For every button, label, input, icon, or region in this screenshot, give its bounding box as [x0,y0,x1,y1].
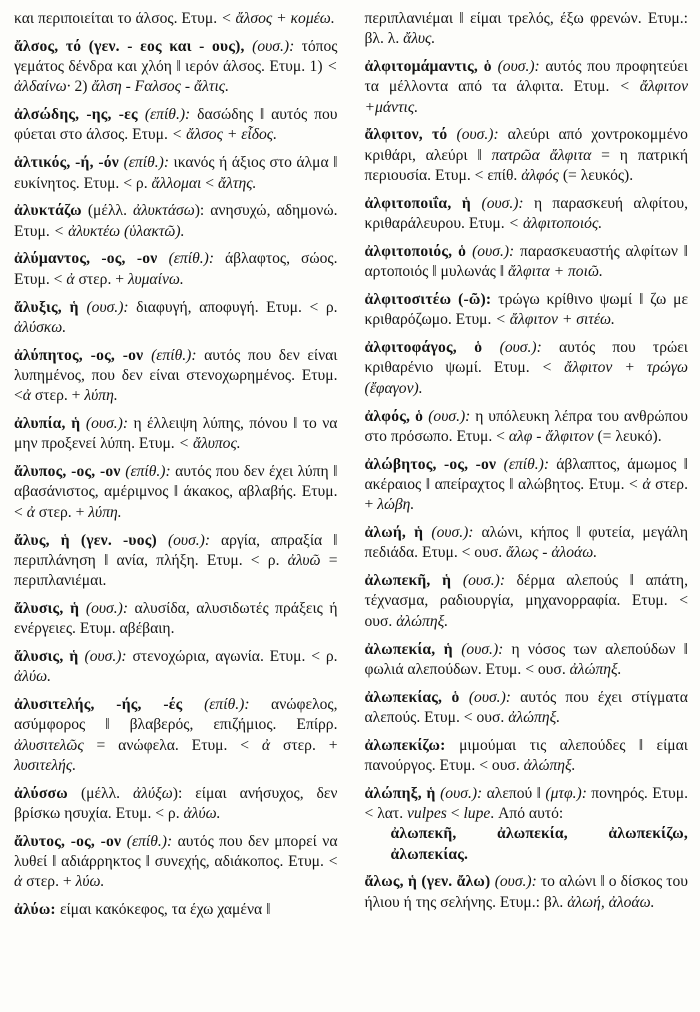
body-text: και περιποιείται το άλσος. Ετυμ. [14,10,222,27]
italic-text: ἀλυκτάσω [132,202,195,220]
italic-text: (επίθ.): [125,463,176,481]
dictionary-entry [14,105,338,146]
italic-text: < ἄλυπος. [178,435,241,453]
body-text: < [201,174,218,192]
dictionary-entry [14,201,338,242]
headword: ἀλφιτοποιός, ὁ [364,242,473,260]
italic-text: ἀλύω. [183,805,221,823]
headword: ἀλσώδης, -ης, -ες [14,106,145,124]
italic-text: λύπη. [88,503,122,521]
italic-text: (ουσ.): [84,648,133,666]
italic-text: λύω. [75,873,105,891]
dictionary-entry [365,242,689,283]
italic-text: (επίθ.): [503,455,557,473]
italic-text: < ἄλσος + εἶδος. [171,126,277,144]
entry-continuation [365,9,689,50]
italic-text: < ἄλφιτον + σιτέω. [495,311,615,329]
body-text: στερ. + [364,475,688,514]
italic-text: ἀλύξω [133,784,173,802]
italic-text: (επίθ.): [151,346,205,364]
body-text: η νόσος των αλεπούδων ‖ φωλιά αλεπούδων. Ετυμ. < ουσ. [364,640,688,678]
italic-text: (επίθ.): [126,832,178,850]
italic-text: (ουσ.): [85,599,135,617]
italic-text: ἀ [26,503,35,521]
dictionary-entry [365,688,689,729]
italic-text: ἀλωή, ἀλοάω. [567,893,655,911]
body-text: (μέλλ. [87,202,133,220]
body-text: στερ. + [34,503,89,521]
italic-text: ἄλφιτα + ποιῶ. [508,263,603,281]
body-text: αυτός που δεν έχει λύπη ‖ αβασάνιστος, αμέριμνος ‖ άκακος, αβλαβής. Ετυμ. < [14,463,338,521]
italic-text: < ἀλυκτέω (ὑλακτῶ). [53,222,185,240]
body-text: (= λευκό). [593,427,662,445]
headword: ἀλύμαντος, -ος, -ον [14,250,169,268]
body-text: = περιπλανιέμαι. [14,551,338,590]
headword: ἁλτικός, -ή, -όν [14,154,124,172]
body-text: άβλαφτος, σώος. Ετυμ. < [14,250,338,288]
dictionary-entry [14,599,338,640]
dictionary-entry [14,647,338,688]
headword: ἀλωή, ἡ [364,524,432,542]
italic-text: (ουσ.): [494,873,541,891]
body-text: στενοχώρια, αγωνία. Ετυμ. < ρ. [132,648,338,666]
italic-text: ἀλώπηξ. [523,757,576,774]
body-text: η παρασκευή αλφίτου, κριθαράλευρου. Ετυμ. [364,194,688,233]
italic-text: < ἀλδαίνω· [14,58,338,96]
body-text: ικανός ή άξιος στο άλμα ‖ ευκίνητος. Ετυμ. < ρ. [14,154,338,192]
headword: ἀλώβητος, -ος, -ον [364,455,504,473]
body-text: στερ. + [22,873,76,891]
body-text: (μέλλ. [80,784,133,802]
italic-text: ἀλώπηξ. [569,660,622,678]
italic-text: (μτφ.): [545,784,592,802]
italic-text: ἀ [22,387,31,405]
italic-text: ἀλυσιτελῶς [14,736,84,754]
body-text: αυτός που έχει στίγματα αλεπούς. Ετυμ. < ουσ. [364,688,688,726]
italic-text: αλφ - ἄλφιτον [508,427,594,445]
dictionary-entry [14,531,338,592]
italic-text: (ουσ.): [481,194,534,212]
italic-text: ἄλλομαι [151,174,202,192]
headword: ἀλωπεκία, ἡ [364,640,462,658]
body-text: = η πατρική περιουσία. Ετυμ. < επίθ. [364,146,688,185]
italic-text: (ουσ.): [461,640,512,658]
body-text: αλεύρι από χοντροκομμένο κριθάρι, αλεύρι ‖ [364,126,688,164]
dictionary-entry [365,872,689,913]
italic-text: ἀλυῶ [287,551,321,569]
italic-text: < ἄλσος + κομέω. [221,10,335,27]
headword: ἄλυτος, -ος, -ον [14,832,127,850]
headword: ἄλως, ἡ (γεν. ἄλω) [364,873,495,891]
body-text: παρασκευαστής αλφίτων ‖ αρτοποιός ‖ μυλωνάς ‖ [364,242,688,281]
dictionary-entry [14,832,338,893]
body-text: αυτός που δεν μπορεί να λυθεί ‖ αδιάρρηκτος ‖ συνεχής, αδιάκοπος. Ετυμ. < [14,832,338,871]
dictionary-entry [14,153,338,194]
bold-text: ἀλωπεκῆ, ἀλωπεκία, ἀλωπεκίζω, ἀλωπεκίας. [390,825,688,863]
italic-text: < ἄλφιτον + τρώγω (ἔφαγον). [364,359,688,397]
dictionary-entry [14,346,338,407]
headword: ἀλύπητος, -ος, -ον [14,346,152,364]
body-text: η υπόλευκη λέπρα του ανθρώπου στο πρόσωπο. Ετυμ. < [364,407,689,445]
headword: ἀλφιτοφάγος, ὁ [364,339,500,357]
headword: ἀλυπία, ἡ [14,415,86,433]
body-text: αλυσίδα, αλυσιδωτές πράξεις ή ενέργειες. Ετυμ. αβέβαιη. [14,599,338,638]
dictionary-entry [365,290,689,331]
italic-text: (ουσ.): [252,37,302,55]
dictionary-column-left [14,9,338,1006]
italic-text: ἀλύσκω. [14,318,67,336]
italic-text: (ουσ.): [462,572,517,590]
italic-text: ἀ [14,873,23,891]
dictionary-entry [365,194,689,235]
dictionary-entry [14,462,338,523]
italic-text: (ουσ.): [167,531,221,549]
headword: ἀλφός, ὁ [364,407,429,425]
body-text: 2) [74,78,92,96]
italic-text: (ουσ.): [85,415,134,433]
italic-text: (ουσ.): [497,58,546,76]
italic-text: (ουσ.): [86,298,137,316]
dictionary-entry [14,298,338,339]
body-text: (= λευκός). [558,167,634,185]
headword: ἄλφιτον, τό [364,126,457,144]
body-text: τόπος γεμάτος δένδρα και χλόη ‖ ιερόν άλσος. Ετυμ. 1) [14,37,338,76]
entry-continuation [14,9,338,29]
italic-text: ἀλφός [521,167,559,185]
body-text: αυτός που δεν είναι λυπημένος, που δεν είναι στενοχωρημένος. Ετυμ. < [14,346,338,405]
italic-text: < ἀλφιτοποιός. [508,215,603,233]
italic-text: (ουσ.): [468,688,521,706]
body-text: ): είμαι ανήσυχος, δεν βρίσκω ησυχία. Ετυμ. < ρ. [14,784,338,823]
italic-text: ἄλση - Fαλσος - ἄλτις. [91,78,230,96]
italic-text: ἀ [261,736,271,754]
dictionary-entry [365,571,689,632]
italic-text: (επίθ.): [123,154,174,172]
italic-text: (ουσ.): [431,524,482,542]
dictionary-entry [14,414,338,455]
italic-text: (επίθ.): [168,250,226,268]
headword: ἄλυσις, ἡ [14,648,85,666]
italic-text: lupe [463,805,491,823]
headword: ἄλσος, τό (γεν. - εος και - ους), [14,37,253,55]
italic-text: ἄλτης. [217,174,257,192]
italic-text: λυμαίνω. [127,270,184,288]
italic-text: vulpes [407,805,447,823]
headword: ἀλύω: [14,901,60,919]
italic-text: ἀλώπηξ. [508,708,561,726]
body-text: διαφυγή, αποφυγή. Ετυμ. < ρ. [136,298,338,316]
italic-text: πατρῶα ἄλφιτα [491,146,592,164]
dictionary-entry [14,900,338,920]
headword: ἀλυσιτελής, -ής, -ές [14,696,205,714]
body-text: αυτός που τρώει κριθαρένιο ψωμί. Ετυμ. [364,339,688,377]
body-text: < [446,805,464,823]
italic-text: ἀ [642,475,651,493]
italic-text: λώβη. [377,496,415,514]
body-text: το αλώνι ‖ ο δίσκος του ήλιου ή της σελήνης. Ετυμ.: βλ. [364,873,688,911]
body-text: δέρμα αλεπούς ‖ απάτη, τέχνασμα, ραδιουργία, μηχανορραφία. Ετυμ. < ουσ. [364,572,688,630]
headword: ἀλωπεκῆ, ἡ [364,572,463,590]
dictionary-entry [365,338,689,399]
headword: ἄλυσις, ἡ [14,599,86,617]
headword: ἀλυκτάζω [14,202,88,220]
dictionary-entry [365,125,689,186]
headword: ἄλυς, ἡ (γεν. -υος) [14,531,168,549]
dictionary-entry [365,640,689,681]
italic-text: ἄλυς. [403,30,436,48]
body-text: ανώφελος, ασύμφορος ‖ βλαβερός, επιζήμιος. Επίρρ. [14,696,338,734]
body-text: στερ. + [74,270,128,288]
body-text: η έλλειψη λύπης, πόνου ‖ το να μην προξενεί λύπη. Ετυμ. [14,415,338,453]
body-text: . Από αυτό: [490,805,564,823]
body-text: αυτός που προφητεύει τα μέλλοντα από τα άλφιτα. Ετυμ. [364,58,688,96]
dictionary-entry [365,407,689,448]
headword: ἀλωπεκίζω: [364,736,460,754]
body-text: τρώγω κρίθινο ψωμί ‖ ζω με κριθαρόζωμο. Ετυμ. [364,291,688,329]
headword: ἀλωπεκίας, ὁ [364,688,469,706]
italic-text: < ἄλφιτον +μάντις. [364,78,688,116]
body-text: ): ανησυχώ, αδημονώ. Ετυμ. [14,202,338,240]
italic-text: (ουσ.): [472,242,520,260]
dictionary-entry [14,784,338,825]
body-text: αργία, απραξία ‖ περιπλάνηση ‖ ανία, πλήξη. Ετυμ. < ρ. [14,531,338,569]
italic-text: ἀλύω. [14,668,52,686]
dictionary-entry [14,249,338,290]
italic-text: ἀλώπηξ. [396,612,449,630]
dictionary-entry [365,523,689,564]
dictionary-column-right [365,9,689,1006]
italic-text: (ουσ.): [440,784,487,802]
headword: ἀλφιτοποιΐα, ἡ [364,194,482,212]
dictionary-entry [365,57,689,118]
body-text: αλεπού ‖ [486,784,546,802]
body-text: άβλαπτος, άμωμος ‖ ακέραιος ‖ απείραχτος ‖ αλώβητος. Ετυμ. < [364,455,688,493]
italic-text: λύπη. [84,387,118,405]
dictionary-entry [365,455,689,516]
headword: ἀλώπηξ, ἡ [364,784,441,802]
headword: ἀλφιτομάμαντις, ὁ [364,58,498,76]
body-text: περιπλανιέμαι ‖ είμαι τρελός, έξω φρενών. Ετυμ.: βλ. λ. [364,10,688,48]
body-text: είμαι κακόκεφος, τα έχω χαμένα ‖ [59,901,271,919]
italic-text: (ουσ.): [456,126,508,144]
body-text: στερ. + [270,736,338,754]
dictionary-entry [14,37,338,98]
dictionary-entry [14,695,338,776]
body-text: στερ. + [30,387,85,405]
headword: ἄλυπος, -ος, -ον [14,463,126,481]
italic-text: (ουσ.): [428,407,476,425]
body-text: πονηρός. Ετυμ. < λατ. [364,784,688,823]
headword: ἀλφιτοσιτέω (-ῶ): [364,291,499,309]
italic-text: ἀ [66,270,75,288]
body-text: = ανώφελα. Ετυμ. < [83,736,262,754]
body-text: αλώνι, κήπος ‖ φυτεία, μεγάλη πεδιάδα. Ετυμ. < ουσ. [364,524,688,562]
italic-text: (επίθ.): [204,696,272,714]
italic-text: ἄλως - ἀλοάω. [506,544,598,562]
dictionary-entry [365,736,689,777]
italic-text: (επίθ.): [144,106,198,124]
headword: ἄλυξις, ἡ [14,298,87,316]
italic-text: (ουσ.): [499,339,559,357]
body-text: δασώδης ‖ αυτός που φύεται στο άλσος. Ετυμ. [14,106,338,144]
headword: ἀλύσσω [14,784,81,802]
italic-text: λυσιτελής. [14,757,77,774]
dictionary-entry [365,784,689,865]
body-text: μιμούμαι τις αλεπούδες ‖ είμαι πανούργος. Ετυμ. < ουσ. [364,736,689,774]
